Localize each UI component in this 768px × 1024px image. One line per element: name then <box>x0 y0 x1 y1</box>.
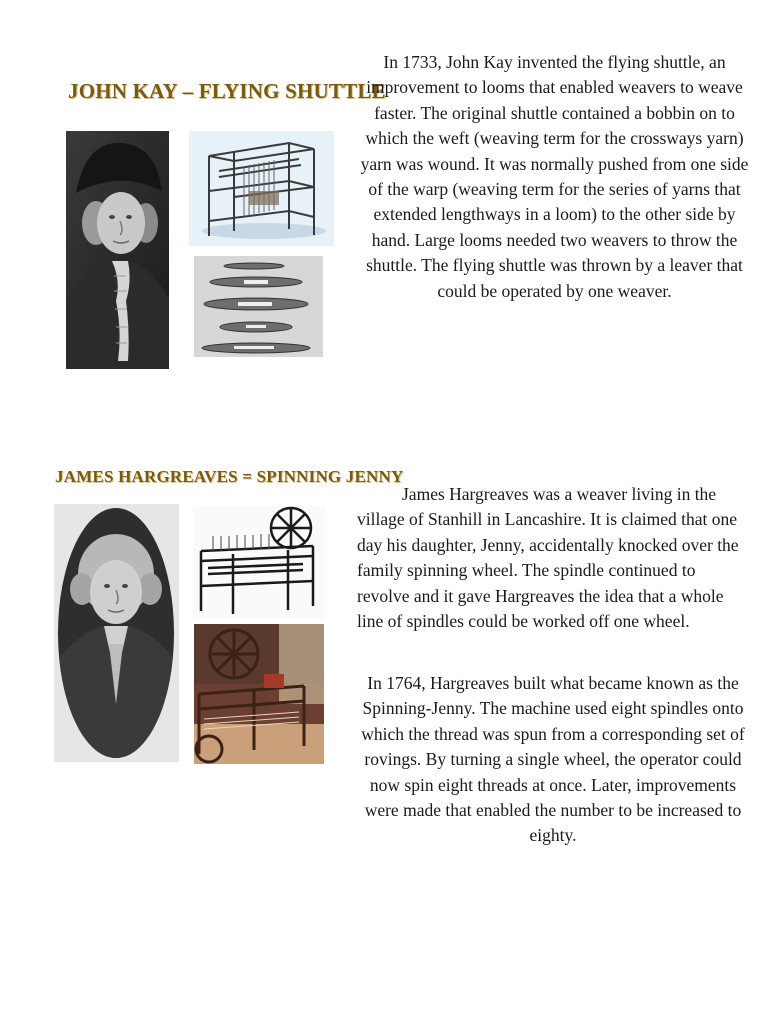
loom-image <box>189 131 334 246</box>
spinning-jenny-drawing <box>193 506 325 619</box>
kay-heading: JOHN KAY – FLYING SHUTTLE <box>68 79 386 103</box>
hargreaves-heading: JAMES HARGREAVES = SPINNING JENNY <box>55 467 404 486</box>
kay-paragraph: In 1733, John Kay invented the flying shuttle, an improvement to looms that enabled weavers to weave faster. The original shuttle contained a bobbin on to which the weft (weaving term for the crossways yarn) yarn was wound. It was normally pushed from one side of the warp (weaving term for the series of yarns that extended lengthways in a loom) to the other side by hand. Large looms needed two weavers to throw the shuttle. The flying shuttle was thrown by a leaver that could be operated by one weaver. <box>360 52 749 301</box>
hargreaves-paragraph-2: In 1764, Hargreaves built what became known as the Spinning-Jenny. The machine used eight spindles onto which the thread was spun from a corresponding set of rovings. By turning a single wheel, the operator could now spin eight threads at once. Later, improvements were made that enabled the number to be increased to eighty. <box>361 673 745 846</box>
james-hargreaves-portrait <box>54 504 179 762</box>
hargreaves-paragraph-1: James Hargreaves was a weaver living in the village of Stanhill in Lancashire. It is claimed that one day his daughter, Jenny, accidentally knocked over the family spinning wheel. The spindle continued to revolve and it gave Hargreaves the idea that a whole line of spindles could be worked off one wheel. <box>357 484 739 632</box>
john-kay-portrait <box>66 131 169 369</box>
shuttles-image <box>194 256 323 357</box>
spinning-jenny-photo <box>194 624 324 764</box>
